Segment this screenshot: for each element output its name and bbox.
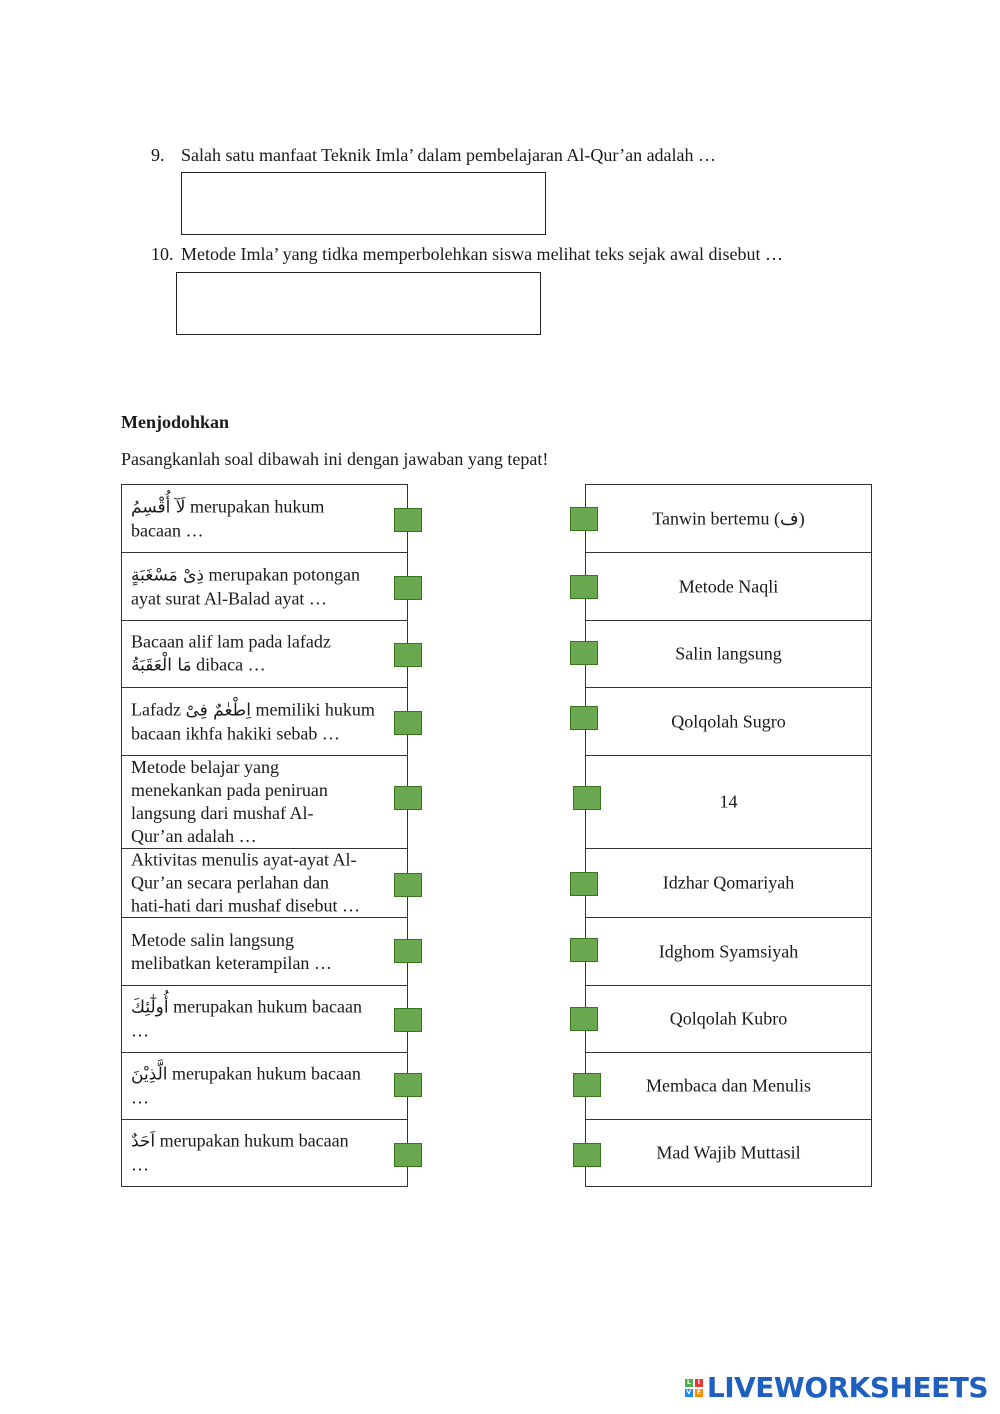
right-connector-4[interactable] (570, 706, 598, 730)
right-cell-3 (586, 621, 871, 688)
left-cell-4: Lafadz اِطْعٰمٌ فِىْ memiliki hukum bacaan ikhfa hakiki sebab … (122, 688, 407, 756)
right-connector-10[interactable] (573, 1143, 601, 1167)
left-cell-9: الَّذِيْنَ merupakan hukum bacaan … (122, 1053, 407, 1120)
right-connector-9[interactable] (573, 1073, 601, 1097)
right-cell-8 (586, 986, 871, 1053)
left-cell-5: Metode belajar yang menekankan pada peniruan langsung dari mushaf Al- Qur’an adalah … (122, 756, 407, 849)
left-connector-3[interactable] (394, 643, 422, 667)
right-connector-1[interactable] (570, 507, 598, 531)
answer-column (585, 484, 872, 1187)
arabic-text: اِطْعٰمٌ فِىْ (185, 700, 251, 720)
left-cell-6: Aktivitas menulis ayat-ayat Al- Qur’an secara perlahan dan hati-hati dari mushaf disebut … (122, 849, 407, 918)
answer-text: Qolqolah Kubro (669, 1008, 788, 1029)
left-connector-2[interactable] (394, 576, 422, 600)
answer-text: Metode Naqli (678, 576, 779, 596)
right-connector-6[interactable] (570, 872, 598, 896)
right-cell-9 (586, 1053, 871, 1120)
right-cell-5 (586, 756, 871, 849)
answer-text: 14 (719, 791, 738, 812)
left-connector-6[interactable] (394, 873, 422, 897)
answer-text: Mad Wajib Muttasil (656, 1142, 801, 1163)
left-connector-5[interactable] (394, 786, 422, 810)
arabic-text: الَّذِيْنَ (131, 1064, 168, 1085)
instruction: Pasangkanlah soal dibawah ini dengan jawaban yang tepat! (121, 449, 549, 469)
left-connector-10[interactable] (394, 1143, 422, 1167)
left-connector-4[interactable] (394, 711, 422, 735)
arabic-text: ذِىْ مَسْغَبَةٍ (131, 565, 204, 585)
left-cell-2: ذِىْ مَسْغَبَةٍ merupakan potongan ayat surat Al-Balad ayat … (122, 553, 407, 621)
left-connector-7[interactable] (394, 939, 422, 963)
answer-text: Membaca dan Menulis (646, 1075, 811, 1096)
right-connector-7[interactable] (570, 938, 598, 962)
question-column (121, 484, 408, 1187)
arabic-text: أُولٰٓئِكَ (131, 997, 169, 1018)
answer-text: Salin langsung (675, 643, 782, 664)
right-cell-2 (586, 553, 871, 621)
right-cell-1 (586, 485, 871, 553)
left-cell-3: Bacaan alif lam pada lafadz مَا الْعَقَبَةُ dibaca … (122, 621, 407, 688)
question-text: Metode Imla’ yang tidka memperbolehkan siswa melihat teks sejak awal disebut … (181, 244, 783, 264)
answer-text: Qolqolah Sugro (671, 711, 786, 731)
answer-text: Tanwin bertemu (ف) (652, 508, 805, 528)
question-number: 9. (151, 145, 165, 165)
question-text: Salah satu manfaat Teknik Imla’ dalam pembelajaran Al-Qur’an adalah … (181, 145, 717, 165)
left-cell-10: اَحَدٌ merupakan hukum bacaan … (122, 1120, 407, 1187)
right-connector-2[interactable] (570, 575, 598, 599)
answer-box-9[interactable] (181, 172, 546, 235)
answer-box-10[interactable] (176, 272, 541, 335)
liveworksheets-logo (685, 1371, 988, 1404)
arabic-text: اَحَدٌ (131, 1131, 156, 1152)
logo-mark-icon: L I V E (686, 1378, 701, 1396)
arabic-text: لَآ أُقْسِمُ (131, 497, 186, 517)
right-connector-5[interactable] (573, 786, 601, 810)
right-cell-6 (586, 849, 871, 918)
question-number: 10. (151, 244, 174, 264)
left-cell-7: Metode salin langsung melibatkan keterampilan … (122, 918, 407, 986)
arabic-text: مَا الْعَقَبَةُ (131, 655, 192, 676)
right-cell-7 (586, 918, 871, 986)
left-cell-1: لَآ أُقْسِمُ merupakan hukum bacaan … (122, 485, 407, 553)
section-heading: Menjodohkan (121, 412, 230, 432)
left-connector-1[interactable] (394, 508, 422, 532)
left-connector-9[interactable] (394, 1073, 422, 1097)
right-connector-3[interactable] (570, 641, 598, 665)
right-connector-8[interactable] (570, 1007, 598, 1031)
left-cell-8: أُولٰٓئِكَ merupakan hukum bacaan … (122, 986, 407, 1053)
answer-text: Idghom Syamsiyah (658, 941, 799, 961)
right-cell-4 (586, 688, 871, 756)
left-connector-8[interactable] (394, 1008, 422, 1032)
right-cell-10 (586, 1120, 871, 1187)
logo-text: LIVEWORKSHEETS (706, 1371, 988, 1404)
answer-text: Idzhar Qomariyah (662, 872, 795, 893)
